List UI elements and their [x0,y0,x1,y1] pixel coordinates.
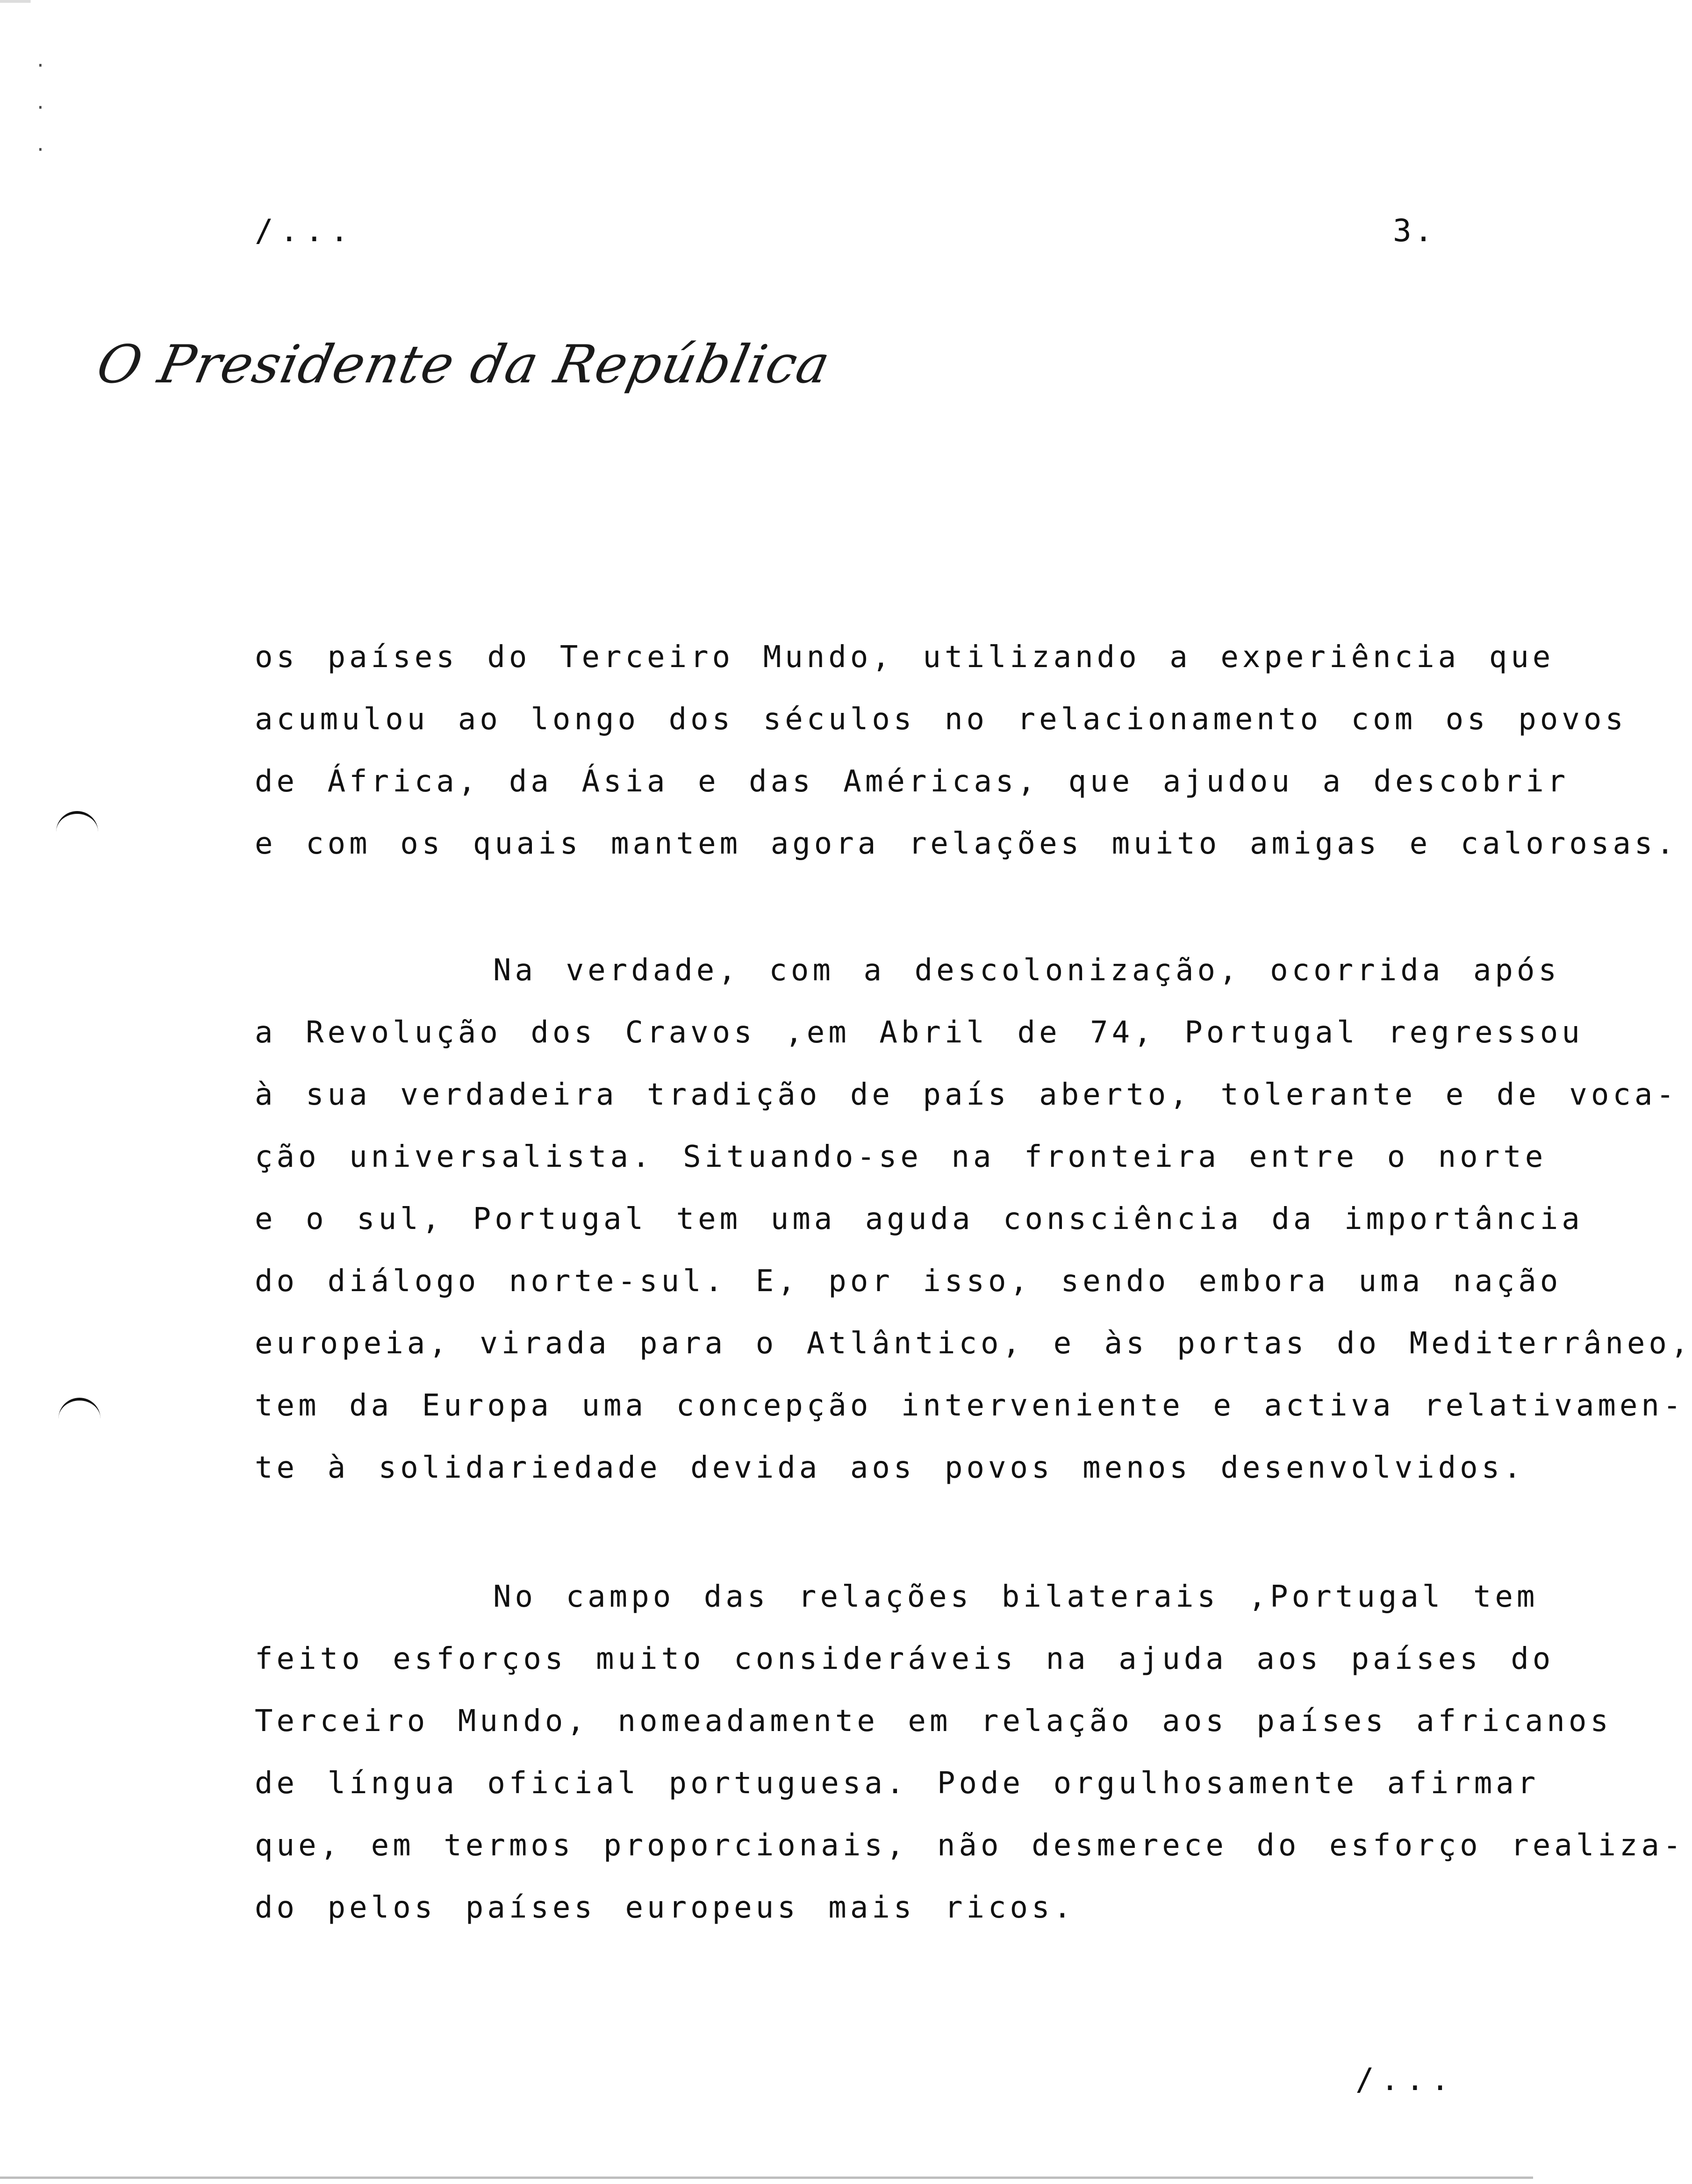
page-number: 3. [1393,213,1436,249]
footer-continuation-mark: /... [1355,2062,1456,2098]
paragraph-line: Terceiro Mundo, nomeadamente em relação aos países africanos [255,1704,1612,1739]
paragraph-line: acumulou ao longo dos séculos no relacionamento com os povos [255,702,1627,737]
paragraph-line: feito esforços muito consideráveis na ajuda aos países do [255,1642,1555,1676]
paragraph-line: e com os quais mantem agora relações muito amigas e calorosas. [255,826,1678,861]
paragraph-line: que, em termos proporcionais, não desmerece do esforço realiza- [255,1828,1685,1863]
paragraph-2 [255,940,1692,1499]
paragraph-line: ção universalista. Situando-se na fronteira entre o norte [255,1140,1547,1174]
paragraph-line: do pelos países europeus mais ricos. [255,1890,1075,1925]
hole-punch-mark-upper [56,811,98,833]
paragraph-line: Na verdade, com a descolonização, ocorrida após [493,953,1560,988]
paragraph-line: à sua verdadeira tradição de país aberto, tolerante e de voca- [255,1078,1678,1112]
hole-punch-mark-lower [58,1398,100,1419]
paragraph-line: a Revolução dos Cravos ,em Abril de 74, Portugal regressou [255,1015,1584,1050]
paragraph-line: e o sul, Portugal tem uma aguda consciência da importância [255,1202,1584,1236]
scan-specks: · · · [35,55,46,160]
paragraph-line: europeia, virada para o Atlântico, e às portas do Mediterrâneo, [255,1326,1692,1361]
paragraph-line: No campo das relações bilaterais ,Portugal tem [493,1580,1539,1614]
paragraph-line: tem da Europa uma concepção interveniente e activa relativamen- [255,1388,1685,1423]
paragraph-line: de África, da Ásia e das Américas, que ajudou a descobrir [255,764,1570,799]
scan-edge-top [0,0,1533,3]
paragraph-line: os países do Terceiro Mundo, utilizando a experiência que [255,640,1555,675]
paragraph-line: do diálogo norte-sul. E, por isso, sendo embora uma nação [255,1264,1562,1299]
scan-edge-bottom [0,2177,1533,2179]
paragraph-line: te à solidariedade devida aos povos menos desenvolvidos. [255,1451,1525,1485]
letterhead-presidente-da-republica: O Presidente da República [92,334,836,395]
paragraph-1 [255,626,1678,875]
paragraph-3 [255,1566,1685,1939]
paragraph-line: de língua oficial portuguesa. Pode orgulhosamente afirmar [255,1766,1540,1801]
header-continuation-mark: /... [255,213,355,249]
